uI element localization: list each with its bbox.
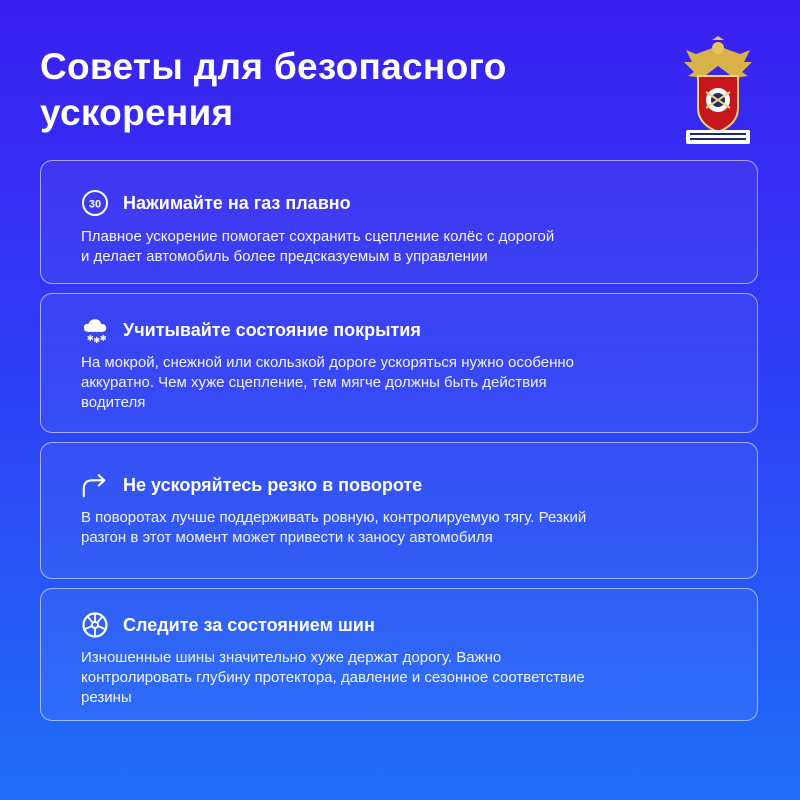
card-title: Нажимайте на газ плавно (123, 192, 351, 213)
card-body-line: Изношенные шины значительно хуже держат дорогу. Важно (81, 649, 502, 666)
card-body (81, 508, 727, 548)
speed-30-icon (81, 189, 109, 217)
svg-text:✱: ✱ (86, 333, 94, 344)
card-body-line: В поворотах лучше поддерживать ровную, контролируемую тягу. Резкий (81, 509, 587, 526)
snow-cloud-icon (81, 316, 109, 344)
tip-card-road-surface (40, 293, 758, 433)
page-title-line-2: ускорения (40, 92, 234, 133)
svg-text:30: 30 (88, 198, 102, 211)
tire-icon (81, 611, 109, 639)
tip-card-smooth-throttle (40, 160, 758, 284)
page-title-line-1: Советы для безопасного (40, 46, 507, 87)
card-title: Следите за состоянием шин (123, 614, 375, 635)
card-body-line: На мокрой, снежной или скользкой дороге ускоряться нужно особенно (81, 354, 575, 371)
police-emblem-icon (682, 36, 754, 148)
tip-card-turn-acceleration (40, 442, 758, 579)
card-body-line: Плавное ускорение помогает сохранить сцепление колёс с дорогой (81, 228, 555, 245)
card-body (81, 648, 727, 708)
page-title (40, 44, 640, 136)
svg-text:✱: ✱ (99, 333, 107, 344)
card-title: Не ускоряйтесь резко в повороте (123, 474, 423, 495)
svg-text:✱: ✱ (93, 335, 101, 345)
tip-card-tire-condition (40, 588, 758, 721)
card-body-line: контролировать глубину протектора, давление и сезонное соответствие (81, 669, 585, 686)
card-body-line: аккуратно. Чем хуже сцепление, тем мягче должны быть действия (81, 374, 547, 391)
card-body (81, 353, 727, 413)
turn-arrow-icon (81, 471, 109, 499)
card-body-line: и делает автомобиль более предсказуемым в управлении (81, 248, 488, 265)
card-body-line: разгон в этот момент может привести к заносу автомобиля (81, 529, 493, 546)
card-body (81, 227, 727, 267)
card-title: Учитывайте состояние покрытия (123, 319, 421, 340)
card-body-line: резины (81, 689, 132, 706)
card-body-line: водителя (81, 394, 146, 411)
